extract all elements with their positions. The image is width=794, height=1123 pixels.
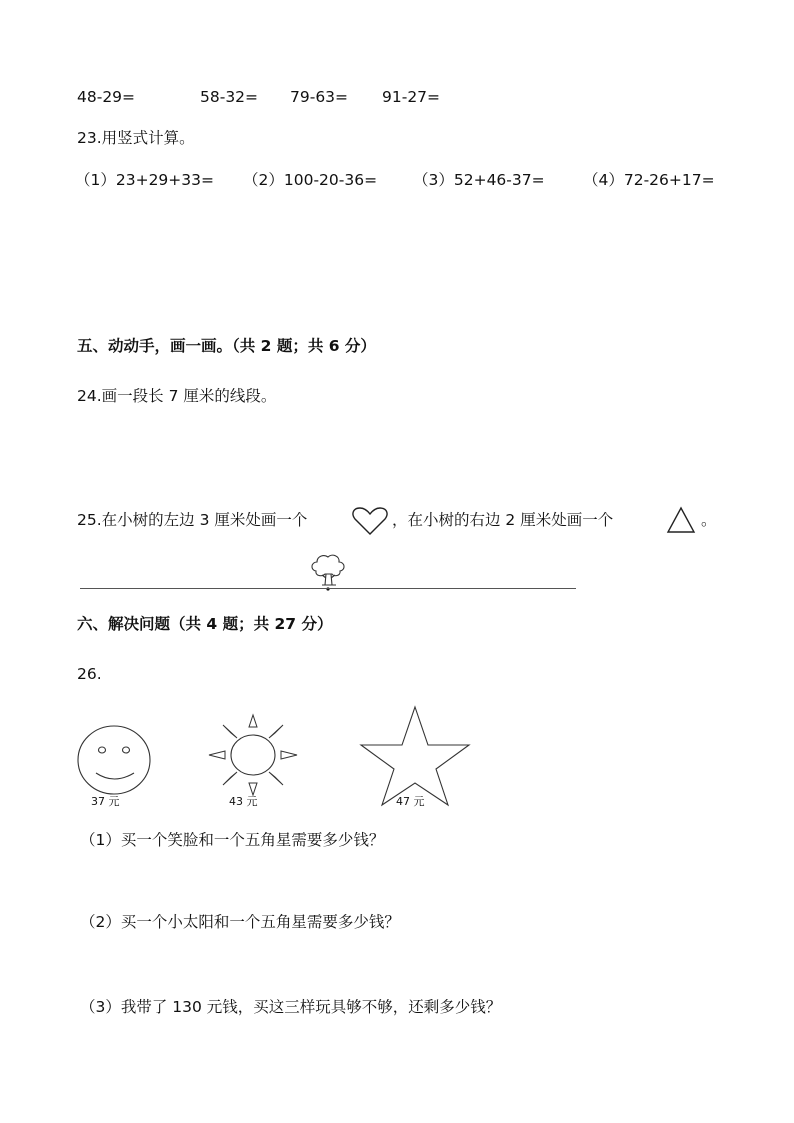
q23-item-1: （1）23+29+33= — [75, 171, 214, 189]
baseline — [80, 588, 576, 589]
q26-sub3: （3）我带了 130 元钱，买这三样玩具够不够，还剩多少钱？ — [80, 998, 502, 1016]
q26-number: 26. — [77, 665, 102, 683]
triangle-icon — [666, 506, 696, 534]
tree-icon — [308, 551, 348, 591]
q23-item-2: （2）100-20-36= — [243, 171, 378, 189]
q23-title: 23.用竖式计算。 — [77, 129, 195, 147]
q25-part2: ，在小树的右边 2 厘米处画一个 — [392, 511, 614, 529]
q26-sub1: （1）买一个笑脸和一个五角星需要多少钱？ — [80, 831, 385, 849]
smiley-face-icon — [76, 725, 152, 795]
q23-item-3: （3）52+46-37= — [413, 171, 545, 189]
q23-item-4: （4）72-26+17= — [583, 171, 715, 189]
star-icon — [358, 705, 472, 807]
calc-item-2: 58-32= — [200, 88, 259, 106]
q25-part1: 25.在小树的左边 3 厘米处画一个 — [77, 511, 308, 529]
star-price: 47 元 — [396, 795, 425, 808]
q26-sub2: （2）买一个小太阳和一个五角星需要多少钱？ — [80, 913, 400, 931]
section6-title: 六、解决问题（共 4 题；共 27 分） — [77, 615, 333, 633]
section5-title: 五、动动手，画一画。（共 2 题；共 6 分） — [77, 337, 376, 355]
calc-item-3: 79-63= — [290, 88, 349, 106]
q25-end: 。 — [701, 511, 717, 529]
q24-text: 24.画一段长 7 厘米的线段。 — [77, 387, 277, 405]
sun-icon — [205, 711, 301, 799]
heart-icon — [352, 506, 388, 536]
calc-item-4: 91-27= — [382, 88, 441, 106]
calc-item-1: 48-29= — [77, 88, 136, 106]
sun-price: 43 元 — [229, 795, 258, 808]
smiley-price: 37 元 — [91, 795, 120, 808]
